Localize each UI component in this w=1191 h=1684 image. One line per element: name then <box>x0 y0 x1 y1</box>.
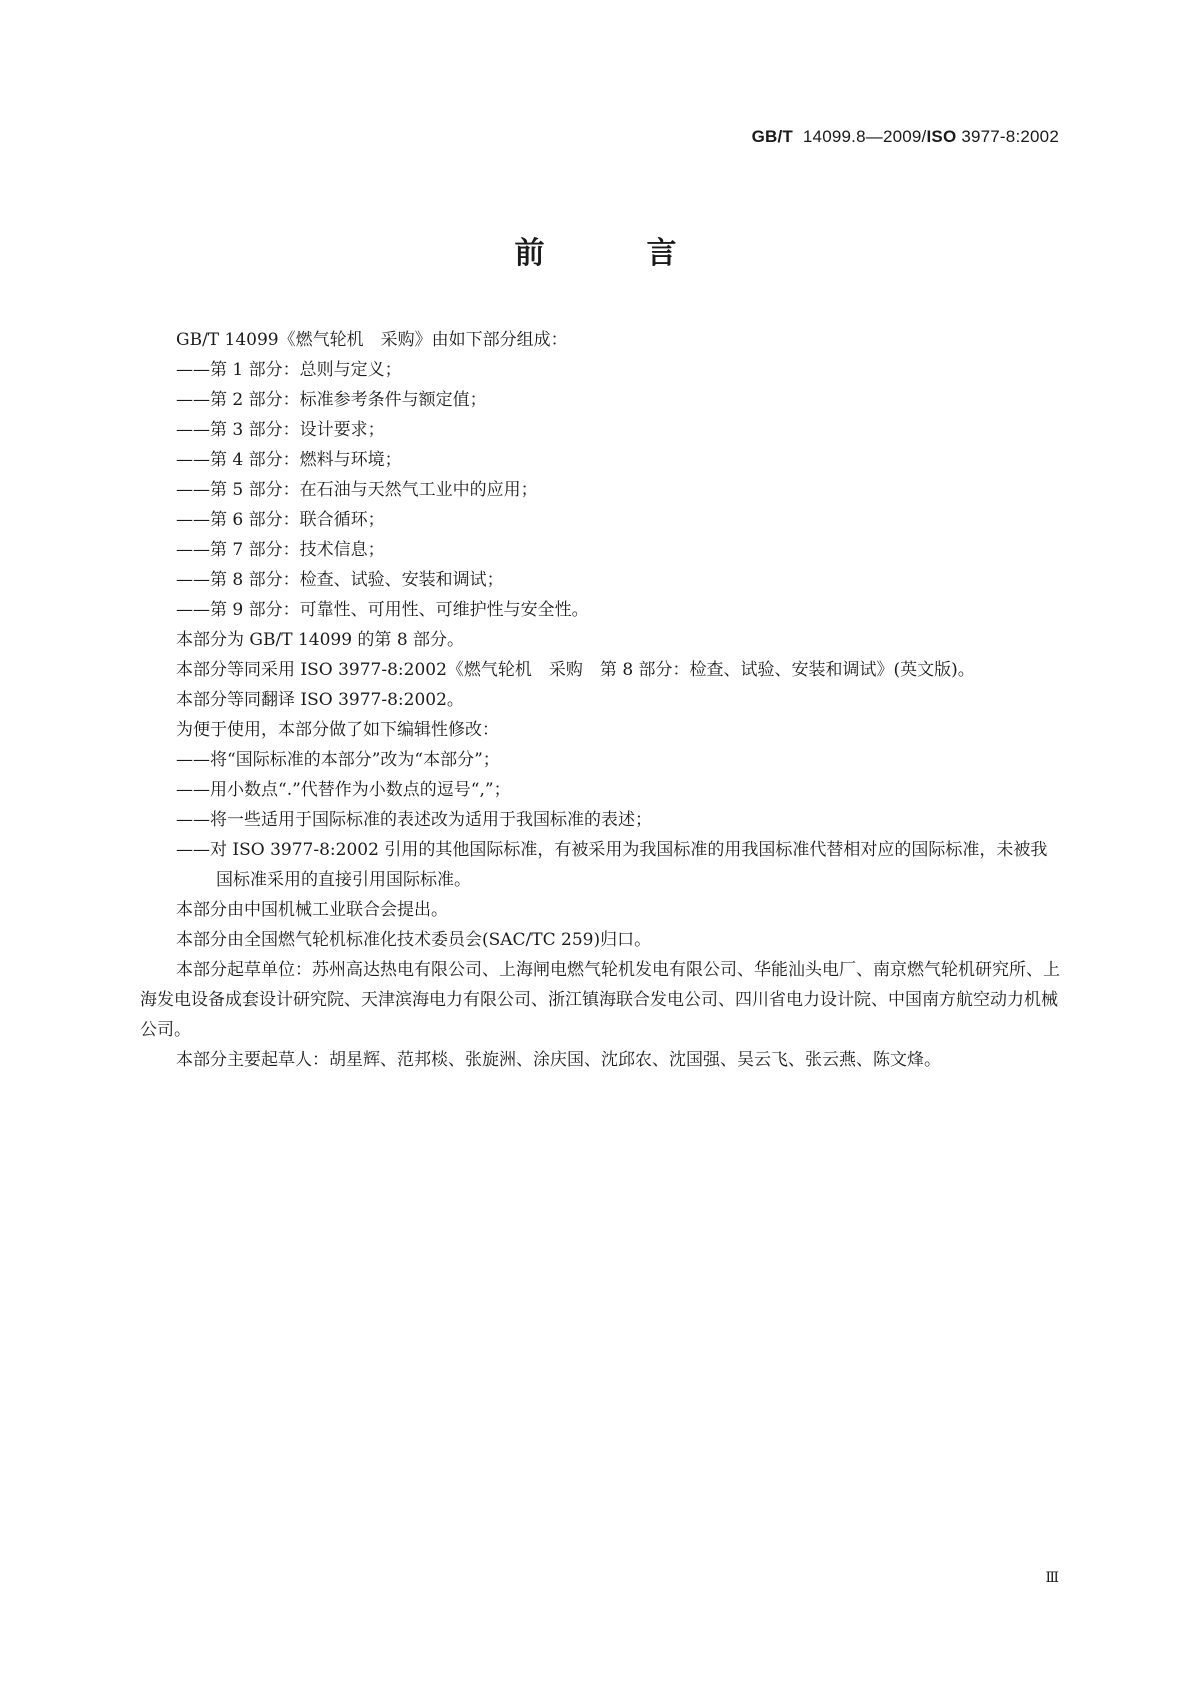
part-item-5: ——第 5 部分：在石油与天然气工业中的应用； <box>176 480 538 500</box>
page-number: Ⅲ <box>1045 1570 1059 1586</box>
part-item-7: ——第 7 部分：技术信息； <box>176 540 385 560</box>
drafting-units-paragraph: 本部分起草单位：苏州高达热电有限公司、上海闸电燃气轮机发电有限公司、华能汕头电厂、南京燃气轮机研究所、上海发电设备成套设计研究院、天津滨海电力有限公司、浙江镇海联合发电公司、四川省电力设计院、中国南方航空动力机械公司。 <box>140 960 1060 1040</box>
foreword-body <box>140 325 1061 1075</box>
std-prefix: GB/T <box>751 127 794 146</box>
translation-paragraph: 本部分等同翻译 ISO 3977-8:2002。 <box>176 690 464 710</box>
this-part-paragraph: 本部分为 GB/T 14099 的第 8 部分。 <box>176 630 465 650</box>
iso-prefix: ISO <box>926 127 957 146</box>
edits-intro-paragraph: 为便于使用，本部分做了如下编辑性修改： <box>176 720 499 740</box>
edit-item-4: ——对 ISO 3977-8:2002 引用的其他国际标准，有被采用为我国标准的用我国标准代替相对应的国际标准，未被我国标准采用的直接引用国际标准。 <box>176 840 1048 890</box>
edit-item-3: ——将一些适用于国际标准的表述改为适用于我国标准的表述； <box>176 810 652 830</box>
part-item-1: ——第 1 部分：总则与定义； <box>176 360 402 380</box>
page-title: 前 言 <box>514 236 713 271</box>
part-item-6: ——第 6 部分：联合循环； <box>176 510 385 530</box>
part-item-4: ——第 4 部分：燃料与环境； <box>176 450 402 470</box>
part-item-3: ——第 3 部分：设计要求； <box>176 420 385 440</box>
drafters-paragraph: 本部分主要起草人：胡星辉、范邦棪、张旋洲、涂庆国、沈邱农、沈国强、吴云飞、张云燕、陈文烽。 <box>176 1050 941 1070</box>
iso-code: 3977-8:2002 <box>961 127 1059 146</box>
standard-number-header <box>752 127 1059 147</box>
intro-paragraph: GB/T 14099《燃气轮机 采购》由如下部分组成： <box>176 330 568 350</box>
edit-item-2: ——用小数点“.”代替作为小数点的逗号“,”； <box>176 780 511 800</box>
proposed-by-paragraph: 本部分由中国机械工业联合会提出。 <box>176 900 448 920</box>
part-item-9: ——第 9 部分：可靠性、可用性、可维护性与安全性。 <box>176 600 589 620</box>
std-code: 14099.8—2009/ <box>802 127 927 146</box>
part-item-8: ——第 8 部分：检查、试验、安装和调试； <box>176 570 504 590</box>
part-item-2: ——第 2 部分：标准参考条件与额定值； <box>176 390 487 410</box>
adoption-paragraph: 本部分等同采用 ISO 3977-8:2002《燃气轮机 采购 第 8 部分：检查、试验、安装和调试》(英文版)。 <box>176 660 975 680</box>
edit-item-1: ——将“国际标准的本部分”改为“本部分”； <box>176 750 500 770</box>
managed-by-paragraph: 本部分由全国燃气轮机标准化技术委员会(SAC/TC 259)归口。 <box>176 930 652 950</box>
